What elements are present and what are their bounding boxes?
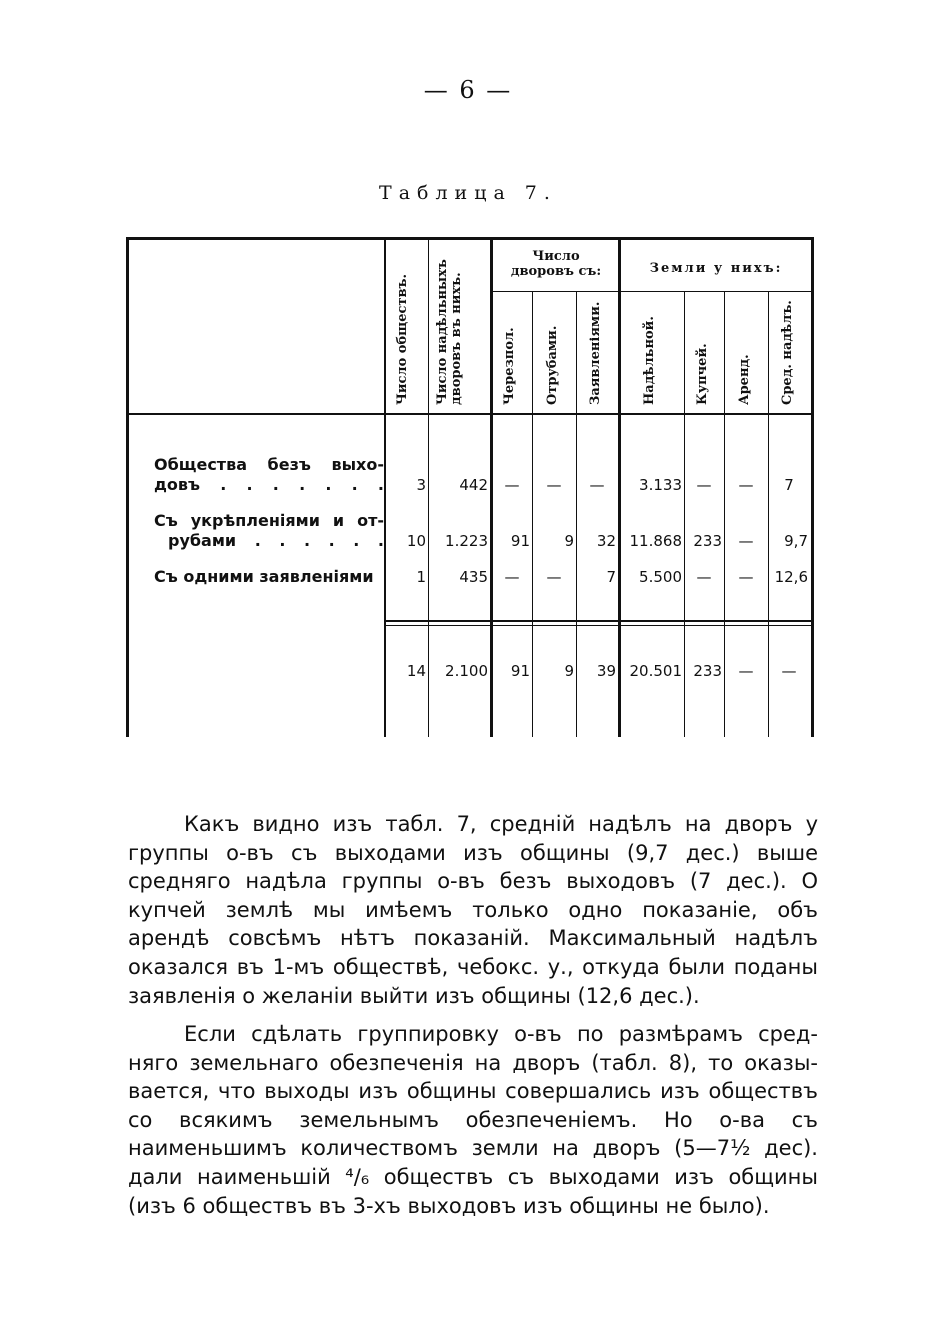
total-rule-1 bbox=[386, 620, 814, 622]
row-label-2: Съ укрѣпленіями и от- рубами . . . . . . bbox=[154, 511, 384, 550]
row-label-1: Общества безъ выхо- довъ . . . . . . . bbox=[154, 455, 384, 494]
text-line: вается, что выходы изъ общины совершались изъ обществъ bbox=[128, 1079, 818, 1104]
table-caption: Таблица 7. bbox=[379, 182, 557, 204]
cell: 11.868 bbox=[629, 532, 682, 550]
text-line: Если сдѣлать группировку о-въ по размѣрамъ сред- bbox=[184, 1022, 818, 1046]
cell: 9,7 bbox=[784, 532, 808, 550]
table-top-rule bbox=[126, 237, 814, 240]
cell: — bbox=[546, 476, 562, 494]
col-rule-4 bbox=[532, 292, 533, 737]
col-rule-1 bbox=[384, 237, 386, 737]
header-kupchey: Купчей. bbox=[695, 343, 710, 405]
text-line: заявленія о желаніи выйти изъ общины (12,6 дес.). bbox=[128, 983, 700, 1008]
header-num-allot-households: Число надѣльныхъ дворовъ въ нихъ. bbox=[435, 259, 464, 405]
row-label-3: Съ одними заявленіями bbox=[154, 567, 374, 586]
statistics-table bbox=[126, 237, 814, 737]
cell: — bbox=[504, 476, 520, 494]
cell: 12,6 bbox=[774, 568, 808, 586]
table-right-rule bbox=[811, 237, 814, 737]
header-num-societies: Число обществъ. bbox=[395, 274, 410, 405]
cell: 1.223 bbox=[445, 532, 488, 550]
text-line: дали наименьшій ⁴/₆ обществъ съ выходами изъ общины bbox=[128, 1164, 818, 1189]
cell: 435 bbox=[459, 568, 488, 586]
col-rule-6 bbox=[618, 237, 621, 737]
total-cell: 2.100 bbox=[445, 662, 488, 680]
col-rule-5 bbox=[576, 292, 577, 737]
cell: 3 bbox=[416, 476, 426, 494]
cell: — bbox=[738, 568, 754, 586]
text-line: арендѣ совсѣмъ нѣтъ показаній. Максимальный надѣлъ bbox=[128, 926, 818, 951]
total-cell: 9 bbox=[564, 662, 574, 680]
header-nadelnoy: Надѣльной. bbox=[642, 316, 657, 405]
text-line: Какъ видно изъ табл. 7, средній надѣлъ на дворъ у bbox=[184, 812, 818, 836]
total-rule-2 bbox=[386, 625, 814, 626]
col-rule-7 bbox=[684, 292, 685, 737]
text-line: наименьшимъ количествомъ земли на дворъ (5—7½ дес). bbox=[128, 1136, 818, 1161]
cell: 9 bbox=[564, 532, 574, 550]
header-land-group: Земли у нихъ: bbox=[649, 261, 783, 276]
cell: 91 bbox=[510, 532, 530, 550]
header-bottom-rule bbox=[126, 413, 814, 415]
cell: 32 bbox=[596, 532, 616, 550]
cell: — bbox=[738, 532, 754, 550]
text-line: купчей землѣ мы имѣемъ только одно показаніе, объ bbox=[128, 897, 818, 922]
header-households-with: Число дворовъ съ: bbox=[510, 249, 602, 279]
text-line: группы о-въ съ выходами изъ общины (9,7 дес.) выше bbox=[128, 840, 818, 865]
header-otrubami: Отрубами. bbox=[545, 325, 560, 405]
cell: 233 bbox=[693, 532, 722, 550]
total-cell: 233 bbox=[693, 662, 722, 680]
cell: 442 bbox=[459, 476, 488, 494]
header-cherezpol: Черезпол. bbox=[502, 327, 517, 405]
col-rule-8 bbox=[724, 292, 725, 737]
cell: 3.133 bbox=[639, 476, 682, 494]
total-cell: 91 bbox=[510, 662, 530, 680]
cell: 7 bbox=[784, 476, 794, 494]
cell: 5.500 bbox=[639, 568, 682, 586]
cell: 10 bbox=[406, 532, 426, 550]
total-cell: 20.501 bbox=[629, 662, 682, 680]
subheader-rule bbox=[492, 291, 814, 292]
total-cell: 39 bbox=[596, 662, 616, 680]
total-cell: — bbox=[738, 662, 754, 680]
total-cell: 14 bbox=[406, 662, 426, 680]
cell: 1 bbox=[416, 568, 426, 586]
table-left-rule bbox=[126, 237, 129, 737]
cell: — bbox=[696, 568, 712, 586]
col-rule-2 bbox=[428, 237, 429, 737]
paragraph-2 bbox=[128, 1020, 818, 1220]
header-sred-nadel: Сред. надѣлъ. bbox=[780, 300, 795, 405]
cell: 7 bbox=[606, 568, 616, 586]
cell: — bbox=[738, 476, 754, 494]
text-line: оказался въ 1-мъ обществѣ, чебокс. у., откуда были поданы bbox=[128, 954, 818, 979]
cell: — bbox=[696, 476, 712, 494]
text-line: (изъ 6 обществъ въ 3-хъ выходовъ изъ общины не было). bbox=[128, 1193, 770, 1218]
text-line: средняго надѣла группы о-въ безъ выходовъ (7 дес.). О bbox=[128, 869, 818, 894]
header-zayavleniyami: Заявленіями. bbox=[588, 301, 603, 405]
page-number: — 6 — bbox=[423, 76, 513, 104]
cell: — bbox=[504, 568, 520, 586]
paragraph-1 bbox=[128, 810, 818, 1010]
cell: — bbox=[589, 476, 605, 494]
header-arend: Аренд. bbox=[737, 354, 752, 405]
col-rule-3 bbox=[490, 237, 493, 737]
col-rule-9 bbox=[768, 292, 769, 737]
text-line: няго земельнаго обезпеченія на дворъ (табл. 8), то оказы- bbox=[128, 1050, 818, 1075]
text-line: со всякимъ земельнымъ обезпеченіемъ. Но о-ва съ bbox=[128, 1107, 818, 1132]
total-cell: — bbox=[781, 662, 797, 680]
cell: — bbox=[546, 568, 562, 586]
